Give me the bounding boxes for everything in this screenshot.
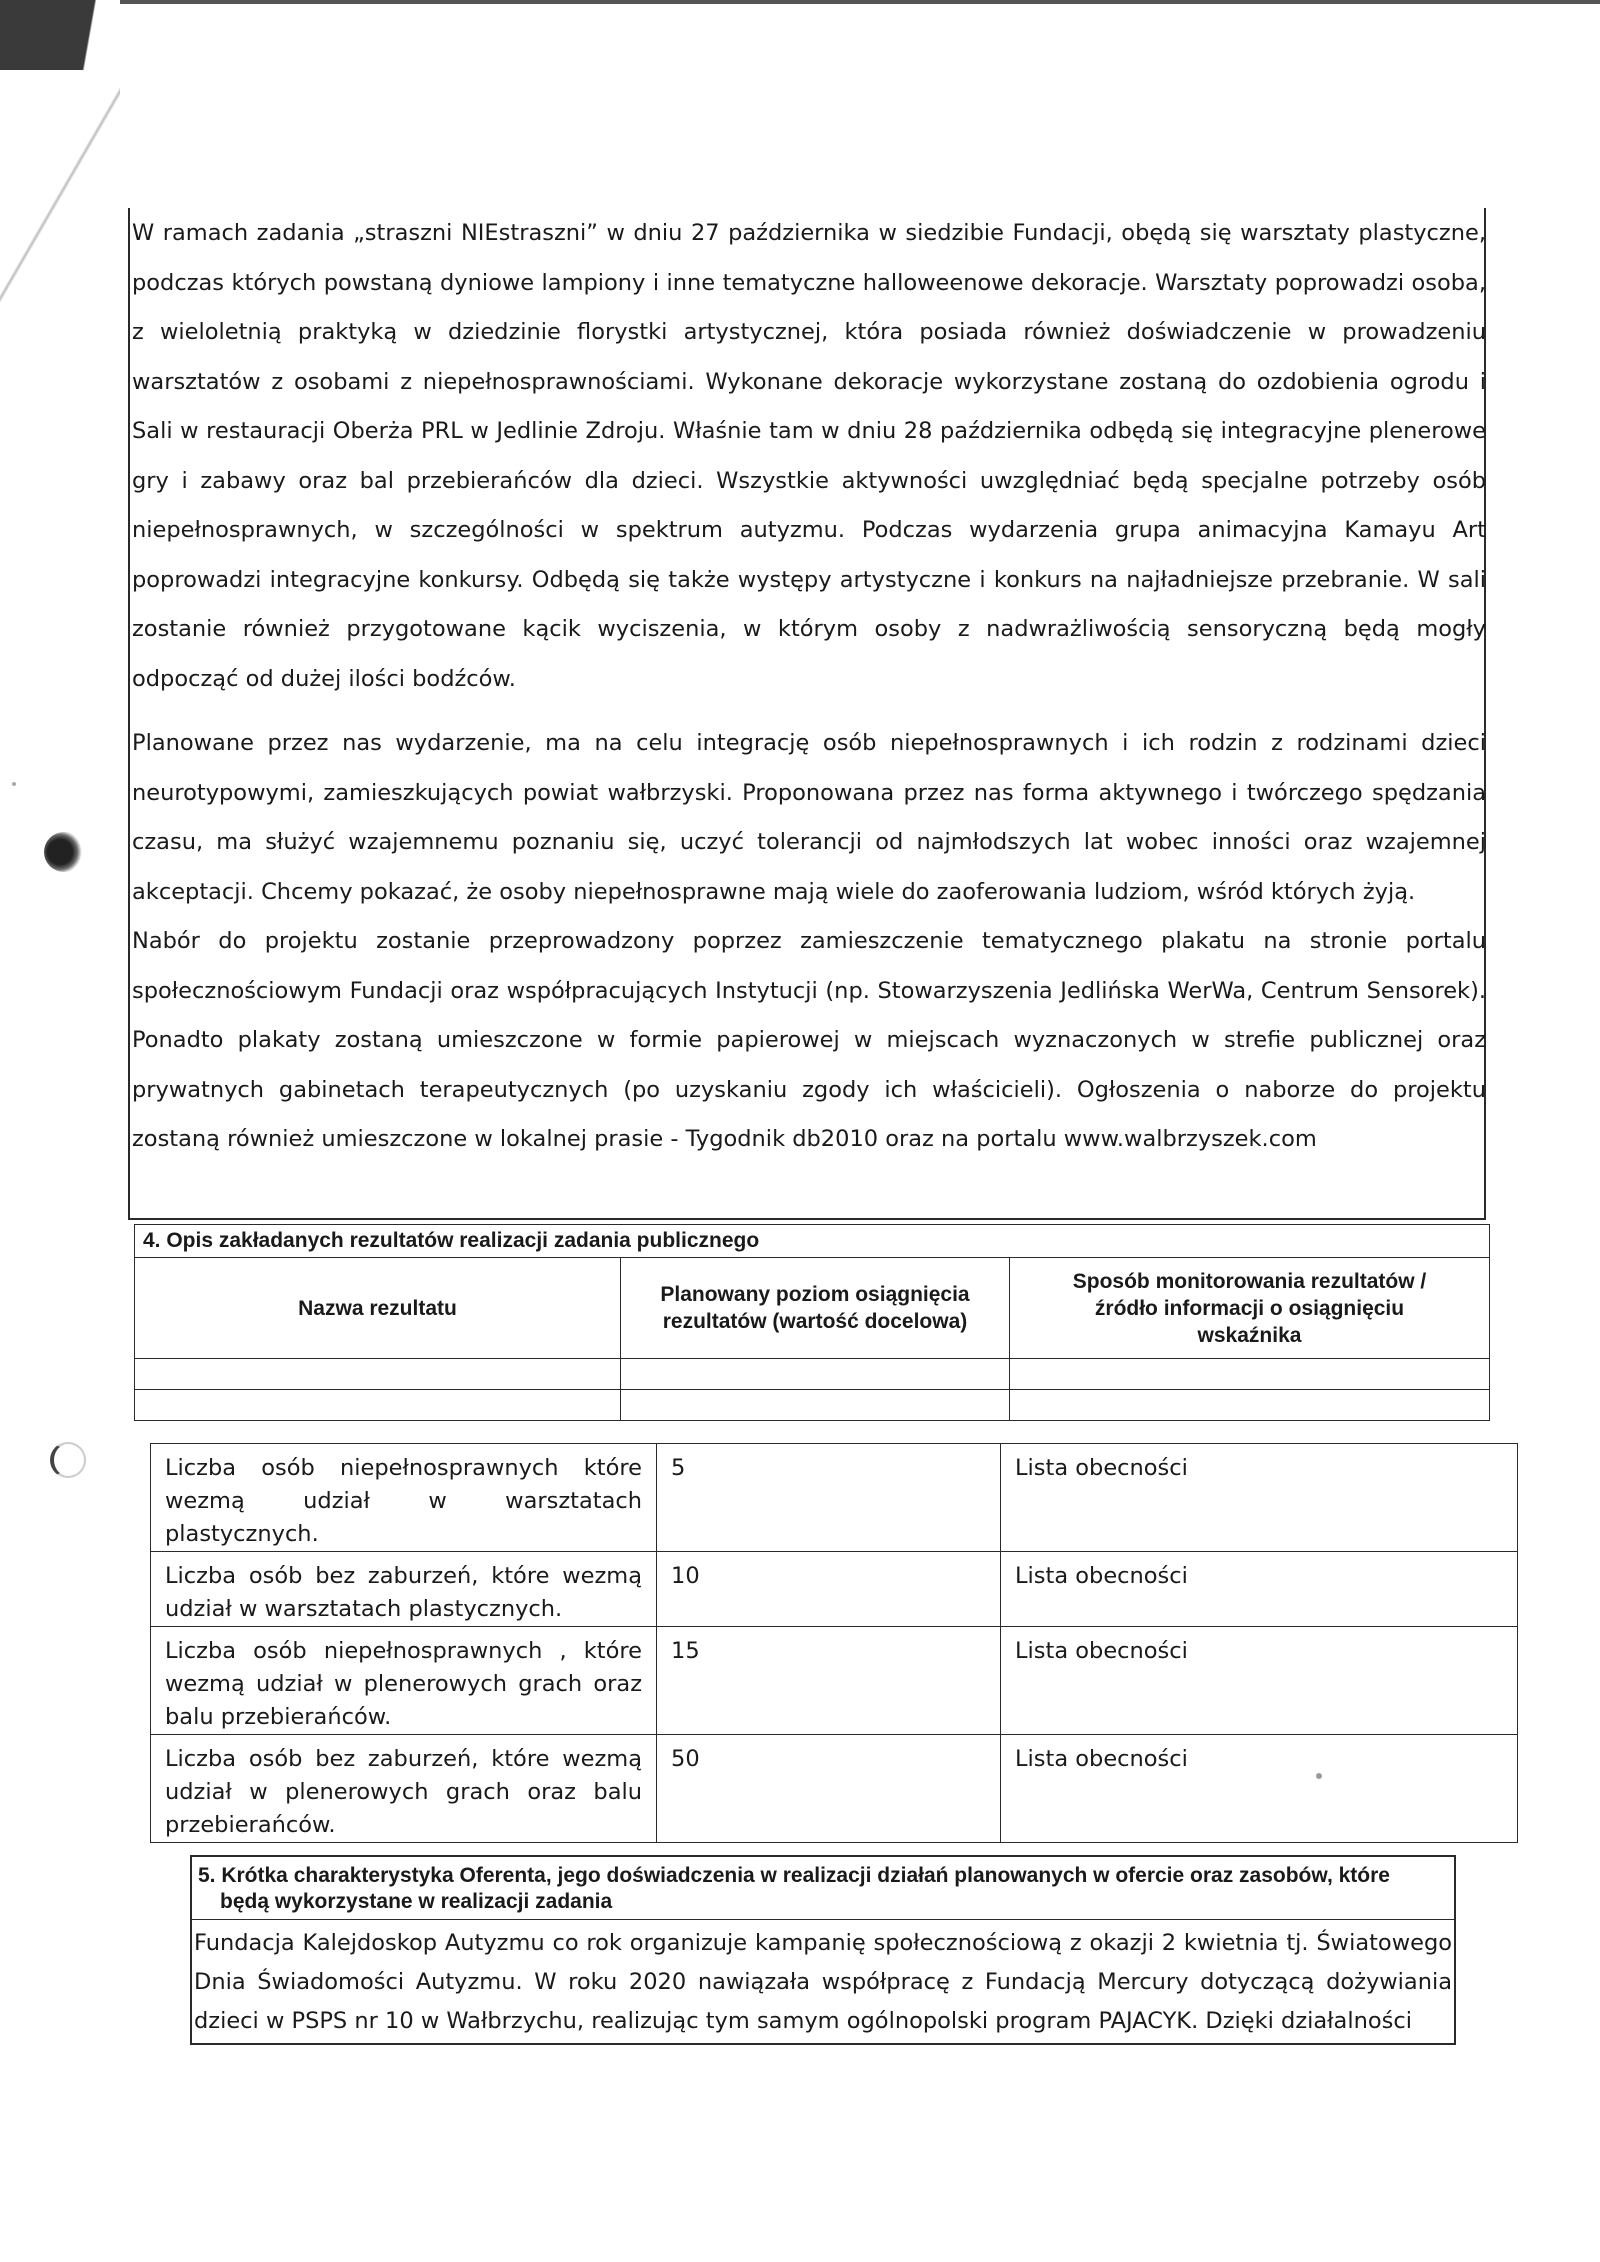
- column-header-monitoring: Sposób monitorowania rezultatów / źródło informacji o osiągnięciu wskaźnika: [1010, 1258, 1490, 1359]
- table-row: [151, 1444, 1518, 1552]
- empty-table-row: [135, 1390, 1490, 1421]
- result-name: Liczba osób bez zaburzeń, które wezmą udział w warsztatach plastycznych.: [151, 1552, 657, 1627]
- empty-cell: [135, 1359, 621, 1390]
- scan-page-edge: [0, 60, 120, 340]
- table-row: [151, 1552, 1518, 1627]
- result-name: Liczba osób niepełnosprawnych które wezmą udział w warsztatach plastycznych.: [151, 1444, 657, 1552]
- result-value: 15: [657, 1627, 1001, 1735]
- scan-speck: [12, 782, 16, 786]
- description-paragraph: W ramach zadania „straszni NIEstraszni” w dniu 27 października w siedzibie Fundacji, obędą się warsztaty plastyczne, podczas których powstaną dyniowe lampiony i inne tematyczne halloweenowe dekoracje. Warsztaty poprowadzi osoba, z wieloletnią praktyką w dziedzinie florystki artystycznej, która posiada również doświadczenie w prowadzeniu warsztatów z osobami z niepełnosprawnościami. Wykonane dekoracje wykorzystane zostaną do ozdobienia ogrodu i Sali w restauracji Oberża PRL w Jedlinie Zdroju. Właśnie tam w dniu 28 października odbędą się integracyjne plenerowe gry i zabawy oraz bal przebierańców dla dzieci. Wszystkie aktywności uwzględniać będą specjalne potrzeby osób niepełnosprawnych, w szczególności w spektrum autyzmu. Podczas wydarzenia grupa animacyjna Kamayu Art poprowadzi integracyjne konkursy. Odbędą się także występy artystyczne i konkurs na najładniejsze przebranie. W sali zostanie również przygotowane kącik wyciszenia, w którym osoby z nadwrażliwością sensoryczną będą mogły odpocząć od dużej ilości bodźców.: [132, 220, 1486, 692]
- column-header-target-value: Planowany poziom osiągnięcia rezultatów (wartość docelowa): [621, 1258, 1010, 1359]
- result-source: Lista obecności: [1001, 1552, 1518, 1627]
- empty-cell: [621, 1359, 1010, 1390]
- result-name: Liczba osób bez zaburzeń, które wezmą udział w plenerowych grach oraz balu przebierańców.: [151, 1735, 657, 1843]
- section-5-box: [190, 1855, 1456, 2045]
- table-row: [151, 1627, 1518, 1735]
- result-source: Lista obecności: [1001, 1627, 1518, 1735]
- results-header-table: [134, 1224, 1490, 1421]
- section-5-title: [192, 1857, 1454, 1920]
- results-data-table: [150, 1443, 1518, 1843]
- scan-top-edge: [120, 0, 1600, 4]
- section-5-title-line: 5. Krótka charakterystyka Oferenta, jego doświadczenia w realizacji działań planowanych w ofercie oraz zasobów, które: [198, 1864, 1390, 1887]
- empty-cell: [621, 1390, 1010, 1421]
- result-value: 5: [657, 1444, 1001, 1552]
- result-source: Lista obecności: [1001, 1444, 1518, 1552]
- result-name: Liczba osób niepełnosprawnych , które wezmą udział w plenerowych grach oraz balu przebierańców.: [151, 1627, 657, 1735]
- result-source: Lista obecności: [1001, 1735, 1518, 1843]
- description-paragraph: Planowane przez nas wydarzenie, ma na celu integrację osób niepełnosprawnych i ich rodzin z rodzinami dzieci neurotypowymi, zamieszkujących powiat wałbrzyski. Proponowana przez nas forma aktywnego i twórczego spędzania czasu, ma służyć wzajemnemu poznaniu się, uczyć tolerancji od najmłodszych lat wobec inności oraz wzajemnej akceptacji. Chcemy pokazać, że osoby niepełnosprawne mają wiele do zaoferowania ludziom, wśród których żyją.: [132, 730, 1486, 905]
- punch-hole-mark: [50, 1442, 86, 1478]
- section-5-body: Fundacja Kalejdoskop Autyzmu co rok organizuje kampanię społecznościową z okazji 2 kwietnia tj. Światowego Dnia Świadomości Autyzmu. W roku 2020 nawiązała współpracę z Fundacją Mercury dotyczącą dożywiania dzieci w PSPS nr 10 w Wałbrzychu, realizując tym samym ogólnopolski program PAJACYK. Dzięki działalności: [194, 1930, 1452, 2034]
- empty-cell: [1010, 1359, 1490, 1390]
- empty-table-row: [135, 1359, 1490, 1390]
- result-value: 10: [657, 1552, 1001, 1627]
- section-4-title: 4. Opis zakładanych rezultatów realizacji zadania publicznego: [135, 1225, 1490, 1258]
- result-value: 50: [657, 1735, 1001, 1843]
- punch-hole-mark: [44, 832, 84, 872]
- column-header-result-name: Nazwa rezultatu: [135, 1258, 621, 1359]
- empty-cell: [1010, 1390, 1490, 1421]
- table-row: [151, 1735, 1518, 1843]
- description-paragraph: Nabór do projektu zostanie przeprowadzony poprzez zamieszczenie tematycznego plakatu na stronie portalu społecznościowym Fundacji oraz współpracujących Instytucji (np. Stowarzyszenia Jedlińska WerWa, Centrum Sensorek). Ponadto plakaty zostaną umieszczone w formie papierowej w miejscach wyznaczonych w strefie publicznej oraz prywatnych gabinetach terapeutycznych (po uzyskaniu zgody ich właścicieli). Ogłoszenia o naborze do projektu zostaną również umieszczone w lokalnej prasie - Tygodnik db2010 oraz na portalu www.walbrzyszek.com: [132, 928, 1486, 1152]
- empty-cell: [135, 1390, 621, 1421]
- section-5-title-line: będą wykorzystane w realizacji zadania: [220, 1890, 613, 1913]
